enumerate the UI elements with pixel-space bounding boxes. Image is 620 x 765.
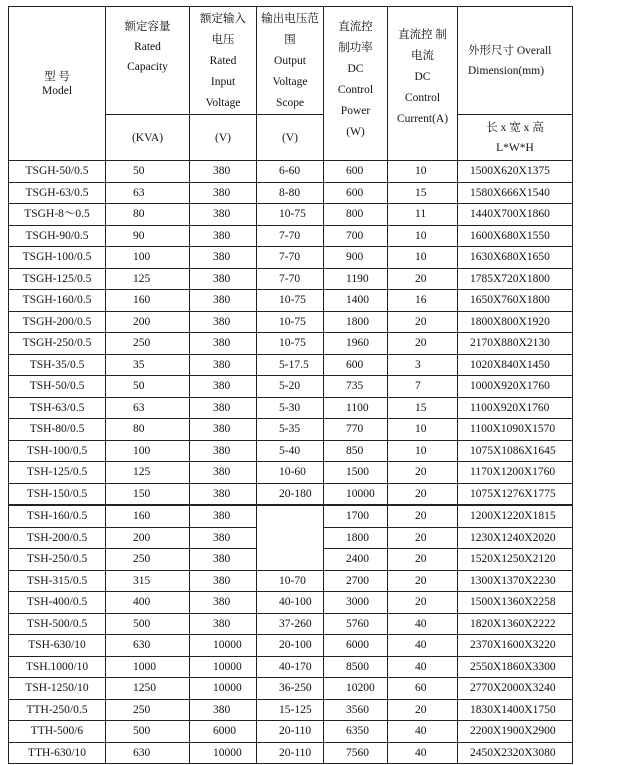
dc-power-cell: 600 (324, 182, 388, 204)
model-cell: TSH-500/0.5 (9, 613, 106, 635)
table-row (9, 419, 573, 441)
header-power-unit: (W) (346, 126, 365, 138)
header-input-cn1: 额定输入 (200, 13, 246, 25)
capacity-cell: 100 (106, 247, 190, 269)
dc-power-cell: 3000 (324, 592, 388, 614)
header-input-en1: Rated (209, 55, 237, 67)
table-row (9, 376, 573, 398)
dimension-cell: 1500X620X1375 (458, 161, 573, 183)
output-range-cell: 15-125 (257, 699, 324, 721)
table-row (9, 505, 573, 527)
dc-power-cell: 8500 (324, 656, 388, 678)
model-cell: TSGH-63/0.5 (9, 182, 106, 204)
header-output-cn1: 输出电压范 (261, 13, 319, 25)
dc-power-cell: 770 (324, 419, 388, 441)
dc-current-cell: 40 (388, 613, 458, 635)
dc-current-cell: 10 (388, 419, 458, 441)
input-voltage-cell: 380 (190, 699, 257, 721)
dc-power-cell: 900 (324, 247, 388, 269)
input-voltage-cell: 380 (190, 247, 257, 269)
input-voltage-cell: 380 (190, 419, 257, 441)
header-output-en2: Voltage (272, 76, 308, 88)
dc-current-cell: 40 (388, 742, 458, 764)
dc-current-cell: 10 (388, 161, 458, 183)
output-range-cell: 20-110 (257, 721, 324, 743)
dc-power-cell: 10200 (324, 678, 388, 700)
dc-current-cell: 10 (388, 247, 458, 269)
capacity-cell: 50 (106, 161, 190, 183)
table-row (9, 635, 573, 657)
dc-power-cell: 2400 (324, 549, 388, 571)
capacity-cell: 200 (106, 527, 190, 549)
dc-current-cell: 10 (388, 440, 458, 462)
dc-current-cell: 20 (388, 483, 458, 505)
model-cell: TSH-160/0.5 (9, 505, 106, 527)
input-voltage-cell: 380 (190, 182, 257, 204)
dimension-cell: 1200X1220X1815 (458, 505, 573, 527)
dc-current-cell: 40 (388, 721, 458, 743)
dc-power-cell: 1800 (324, 527, 388, 549)
dc-current-cell: 20 (388, 592, 458, 614)
input-voltage-cell: 10000 (190, 678, 257, 700)
model-cell: TTH-500/6 (9, 721, 106, 743)
model-cell: TSGH-250/0.5 (9, 333, 106, 355)
model-cell: TSGH-90/0.5 (9, 225, 106, 247)
table-row (9, 397, 573, 419)
table-row (9, 161, 573, 183)
input-voltage-cell: 380 (190, 440, 257, 462)
model-cell: TTH-630/10 (9, 742, 106, 764)
input-voltage-cell: 380 (190, 397, 257, 419)
output-range-cell: 6-60 (257, 161, 324, 183)
capacity-cell: 160 (106, 505, 190, 527)
table-row (9, 656, 573, 678)
header-current-en3: Current(A) (396, 113, 449, 125)
capacity-cell: 160 (106, 290, 190, 312)
capacity-cell: 630 (106, 635, 190, 657)
dc-power-cell: 1960 (324, 333, 388, 355)
output-range-cell: 7-70 (257, 247, 324, 269)
dimension-cell: 1785X720X1800 (458, 268, 573, 290)
dc-current-cell: 40 (388, 656, 458, 678)
input-voltage-cell: 380 (190, 268, 257, 290)
input-voltage-cell: 380 (190, 462, 257, 484)
dc-power-cell: 800 (324, 204, 388, 226)
capacity-cell: 125 (106, 268, 190, 290)
table-row (9, 699, 573, 721)
table-row (9, 613, 573, 635)
dimension-cell: 1170X1200X1760 (458, 462, 573, 484)
input-voltage-cell: 380 (190, 505, 257, 527)
output-range-cell: 5-40 (257, 440, 324, 462)
dimension-cell: 1000X920X1760 (458, 376, 573, 398)
capacity-cell: 500 (106, 721, 190, 743)
model-cell: TSH-200/0.5 (9, 527, 106, 549)
input-voltage-cell: 10000 (190, 635, 257, 657)
dimension-cell: 1440X700X1860 (458, 204, 573, 226)
dc-current-cell: 60 (388, 678, 458, 700)
input-voltage-cell: 6000 (190, 721, 257, 743)
capacity-cell: 250 (106, 549, 190, 571)
output-range-cell: 7-70 (257, 225, 324, 247)
header-current-cn1: 直流控 制 (398, 29, 447, 41)
output-range-cell: 20-180 (257, 483, 324, 505)
dimension-cell: 1500X1360X2258 (458, 592, 573, 614)
output-range-cell: 10-75 (257, 311, 324, 333)
table-row (9, 204, 573, 226)
output-range-cell: 20-100 (257, 635, 324, 657)
header-capacity-cn: 额定容量 (124, 21, 171, 33)
dimension-cell: 1230X1240X2020 (458, 527, 573, 549)
dc-current-cell: 20 (388, 699, 458, 721)
dc-power-cell: 2700 (324, 570, 388, 592)
dc-current-cell: 16 (388, 290, 458, 312)
dc-current-cell: 20 (388, 333, 458, 355)
header-power-cn2: 制功率 (338, 42, 373, 54)
table-row (9, 354, 573, 376)
header-output-en3: Scope (275, 97, 305, 109)
header-current-en2: Control (404, 92, 441, 104)
header-model-en: Model (41, 84, 73, 97)
dc-power-cell: 1100 (324, 397, 388, 419)
header-model (9, 7, 106, 161)
header-current-en1: DC (414, 71, 431, 83)
table-row (9, 333, 573, 355)
output-range-cell: 37-260 (257, 613, 324, 635)
dc-power-cell: 1500 (324, 462, 388, 484)
output-range-cell: 5-17.5 (257, 354, 324, 376)
table-row (9, 182, 573, 204)
input-voltage-cell: 380 (190, 225, 257, 247)
dimension-cell: 1300X1370X2230 (458, 570, 573, 592)
dc-current-cell: 3 (388, 354, 458, 376)
dc-power-cell: 6000 (324, 635, 388, 657)
table-header (9, 7, 573, 161)
header-power-en1: DC (347, 63, 364, 75)
spec-table (8, 6, 573, 764)
dc-power-cell: 600 (324, 161, 388, 183)
header-input-voltage (190, 7, 257, 115)
capacity-cell: 125 (106, 462, 190, 484)
model-cell: TSH-35/0.5 (9, 354, 106, 376)
dimension-cell: 2200X1900X2900 (458, 721, 573, 743)
dc-current-cell: 20 (388, 505, 458, 527)
dimension-cell: 1800X800X1920 (458, 311, 573, 333)
dc-power-cell: 6350 (324, 721, 388, 743)
header-dim-cn: 外形尺寸 Overall (468, 44, 552, 57)
output-range-cell: 10-75 (257, 204, 324, 226)
table-row (9, 268, 573, 290)
capacity-cell: 100 (106, 440, 190, 462)
output-range-cell: 8-80 (257, 182, 324, 204)
table-body (9, 161, 573, 764)
dc-power-cell: 10000 (324, 483, 388, 505)
header-capacity (106, 7, 190, 115)
table-row (9, 225, 573, 247)
model-cell: TSH-125/0.5 (9, 462, 106, 484)
header-output-en1: Output (274, 55, 306, 67)
dimension-cell: 1075X1086X1645 (458, 440, 573, 462)
dimension-cell: 1630X680X1650 (458, 247, 573, 269)
dc-power-cell: 1800 (324, 311, 388, 333)
input-voltage-cell: 380 (190, 161, 257, 183)
capacity-cell: 50 (106, 376, 190, 398)
capacity-cell: 200 (106, 311, 190, 333)
dc-current-cell: 11 (388, 204, 458, 226)
output-range-cell: 20-110 (257, 742, 324, 764)
header-dc-current (388, 7, 458, 161)
table-row (9, 462, 573, 484)
header-power-en2: Control (337, 84, 374, 96)
header-input-en2: Input (210, 76, 236, 88)
header-input-unit: (V) (190, 115, 257, 161)
dimension-cell: 2370X1600X3220 (458, 635, 573, 657)
header-dimension-lwh (458, 115, 573, 161)
input-voltage-cell: 380 (190, 376, 257, 398)
input-voltage-cell: 380 (190, 592, 257, 614)
output-range-cell: 10-60 (257, 462, 324, 484)
output-range-cell: 7-70 (257, 268, 324, 290)
model-cell: TSH-100/0.5 (9, 440, 106, 462)
capacity-cell: 250 (106, 333, 190, 355)
output-range-cell: 40-100 (257, 592, 324, 614)
table-row (9, 311, 573, 333)
output-range-cell: 5-35 (257, 419, 324, 441)
header-power-cn1: 直流控 (338, 21, 373, 33)
capacity-cell: 80 (106, 419, 190, 441)
input-voltage-cell: 380 (190, 549, 257, 571)
output-range-cell: 40-170 (257, 656, 324, 678)
header-dc-power (324, 7, 388, 161)
dc-power-cell: 850 (324, 440, 388, 462)
header-capacity-en2: Capacity (127, 61, 168, 73)
dimension-cell: 1650X760X1800 (458, 290, 573, 312)
table-row (9, 290, 573, 312)
output-range-cell: 36-250 (257, 678, 324, 700)
capacity-cell: 90 (106, 225, 190, 247)
dimension-cell: 1100X920X1760 (458, 397, 573, 419)
header-input-cn2: 电压 (211, 34, 235, 46)
capacity-cell: 63 (106, 182, 190, 204)
dc-current-cell: 20 (388, 462, 458, 484)
dimension-cell: 1830X1400X1750 (458, 699, 573, 721)
dc-power-cell: 700 (324, 225, 388, 247)
dc-current-cell: 20 (388, 527, 458, 549)
input-voltage-cell: 380 (190, 311, 257, 333)
input-voltage-cell: 380 (190, 527, 257, 549)
input-voltage-cell: 10000 (190, 656, 257, 678)
dc-current-cell: 20 (388, 549, 458, 571)
model-cell: TSH-150/0.5 (9, 483, 106, 505)
table-row (9, 721, 573, 743)
dimension-cell: 2770X2000X3240 (458, 678, 573, 700)
dc-power-cell: 1400 (324, 290, 388, 312)
input-voltage-cell: 380 (190, 570, 257, 592)
input-voltage-cell: 10000 (190, 742, 257, 764)
model-cell: TSGH-100/0.5 (9, 247, 106, 269)
dc-current-cell: 15 (388, 182, 458, 204)
capacity-cell: 250 (106, 699, 190, 721)
header-output-unit: (V) (257, 115, 324, 161)
input-voltage-cell: 380 (190, 333, 257, 355)
capacity-cell: 400 (106, 592, 190, 614)
capacity-cell: 315 (106, 570, 190, 592)
dimension-cell: 2450X2320X3080 (458, 742, 573, 764)
dc-power-cell: 1190 (324, 268, 388, 290)
model-cell: TSGH-125/0.5 (9, 268, 106, 290)
dc-power-cell: 7560 (324, 742, 388, 764)
header-current-cn2: 电流 (411, 50, 434, 62)
table-row (9, 570, 573, 592)
header-dim-en: Dimension(mm) (468, 64, 545, 77)
table-row (9, 483, 573, 505)
capacity-cell: 1000 (106, 656, 190, 678)
model-cell: TSGH-160/0.5 (9, 290, 106, 312)
dimension-cell: 1100X1090X1570 (458, 419, 573, 441)
dc-current-cell: 7 (388, 376, 458, 398)
header-output-cn2: 围 (284, 34, 296, 46)
input-voltage-cell: 380 (190, 613, 257, 635)
dc-current-cell: 40 (388, 635, 458, 657)
dc-current-cell: 20 (388, 570, 458, 592)
header-power-en3: Power (340, 105, 371, 117)
model-cell: TSH-50/0.5 (9, 376, 106, 398)
capacity-cell: 150 (106, 483, 190, 505)
model-cell: TSH-250/0.5 (9, 549, 106, 571)
dimension-cell: 2170X880X2130 (458, 333, 573, 355)
capacity-cell: 35 (106, 354, 190, 376)
output-range-cell (257, 505, 324, 570)
model-cell: TSH-315/0.5 (9, 570, 106, 592)
output-range-cell: 10-70 (257, 570, 324, 592)
capacity-cell: 630 (106, 742, 190, 764)
table-row (9, 742, 573, 764)
dimension-cell: 1075X1276X1775 (458, 483, 573, 505)
model-cell: TSH-630/10 (9, 635, 106, 657)
header-input-en3: Voltage (205, 97, 241, 109)
dimension-cell: 1820X1360X2222 (458, 613, 573, 635)
table-row (9, 247, 573, 269)
dimension-cell: 1020X840X1450 (458, 354, 573, 376)
table-row (9, 440, 573, 462)
model-cell: TSGH-50/0.5 (9, 161, 106, 183)
header-dimension (458, 7, 573, 115)
model-cell: TSH.1000/10 (9, 656, 106, 678)
model-cell: TSH-63/0.5 (9, 397, 106, 419)
dimension-cell: 2550X1860X3300 (458, 656, 573, 678)
capacity-cell: 80 (106, 204, 190, 226)
table-row (9, 592, 573, 614)
header-capacity-unit: (KVA) (106, 115, 190, 161)
header-capacity-en1: Rated (134, 41, 161, 53)
capacity-cell: 1250 (106, 678, 190, 700)
dc-power-cell: 1700 (324, 505, 388, 527)
dc-current-cell: 20 (388, 311, 458, 333)
dc-power-cell: 600 (324, 354, 388, 376)
input-voltage-cell: 380 (190, 483, 257, 505)
input-voltage-cell: 380 (190, 204, 257, 226)
model-cell: TSH-1250/10 (9, 678, 106, 700)
header-model-cn: 型 号 (44, 70, 70, 83)
model-cell: TSH-80/0.5 (9, 419, 106, 441)
dc-power-cell: 5760 (324, 613, 388, 635)
model-cell: TSH-400/0.5 (9, 592, 106, 614)
output-range-cell: 10-75 (257, 290, 324, 312)
capacity-cell: 63 (106, 397, 190, 419)
header-dim-lwh-cn: 长 x 宽 x 高 (486, 121, 544, 134)
input-voltage-cell: 380 (190, 354, 257, 376)
capacity-cell: 500 (106, 613, 190, 635)
table-row (9, 678, 573, 700)
dc-current-cell: 20 (388, 268, 458, 290)
dimension-cell: 1600X680X1550 (458, 225, 573, 247)
dimension-cell: 1520X1250X2120 (458, 549, 573, 571)
output-range-cell: 5-20 (257, 376, 324, 398)
input-voltage-cell: 380 (190, 290, 257, 312)
output-range-cell: 10-75 (257, 333, 324, 355)
model-cell: TTH-250/0.5 (9, 699, 106, 721)
dimension-cell: 1580X666X1540 (458, 182, 573, 204)
dc-current-cell: 15 (388, 397, 458, 419)
output-range-cell: 5-30 (257, 397, 324, 419)
header-output-voltage (257, 7, 324, 115)
dc-power-cell: 735 (324, 376, 388, 398)
header-dim-lwh-en: L*W*H (496, 141, 534, 154)
model-cell: TSGH-8～0.5 (9, 204, 106, 226)
dc-current-cell: 10 (388, 225, 458, 247)
model-cell: TSGH-200/0.5 (9, 311, 106, 333)
dc-power-cell: 3560 (324, 699, 388, 721)
